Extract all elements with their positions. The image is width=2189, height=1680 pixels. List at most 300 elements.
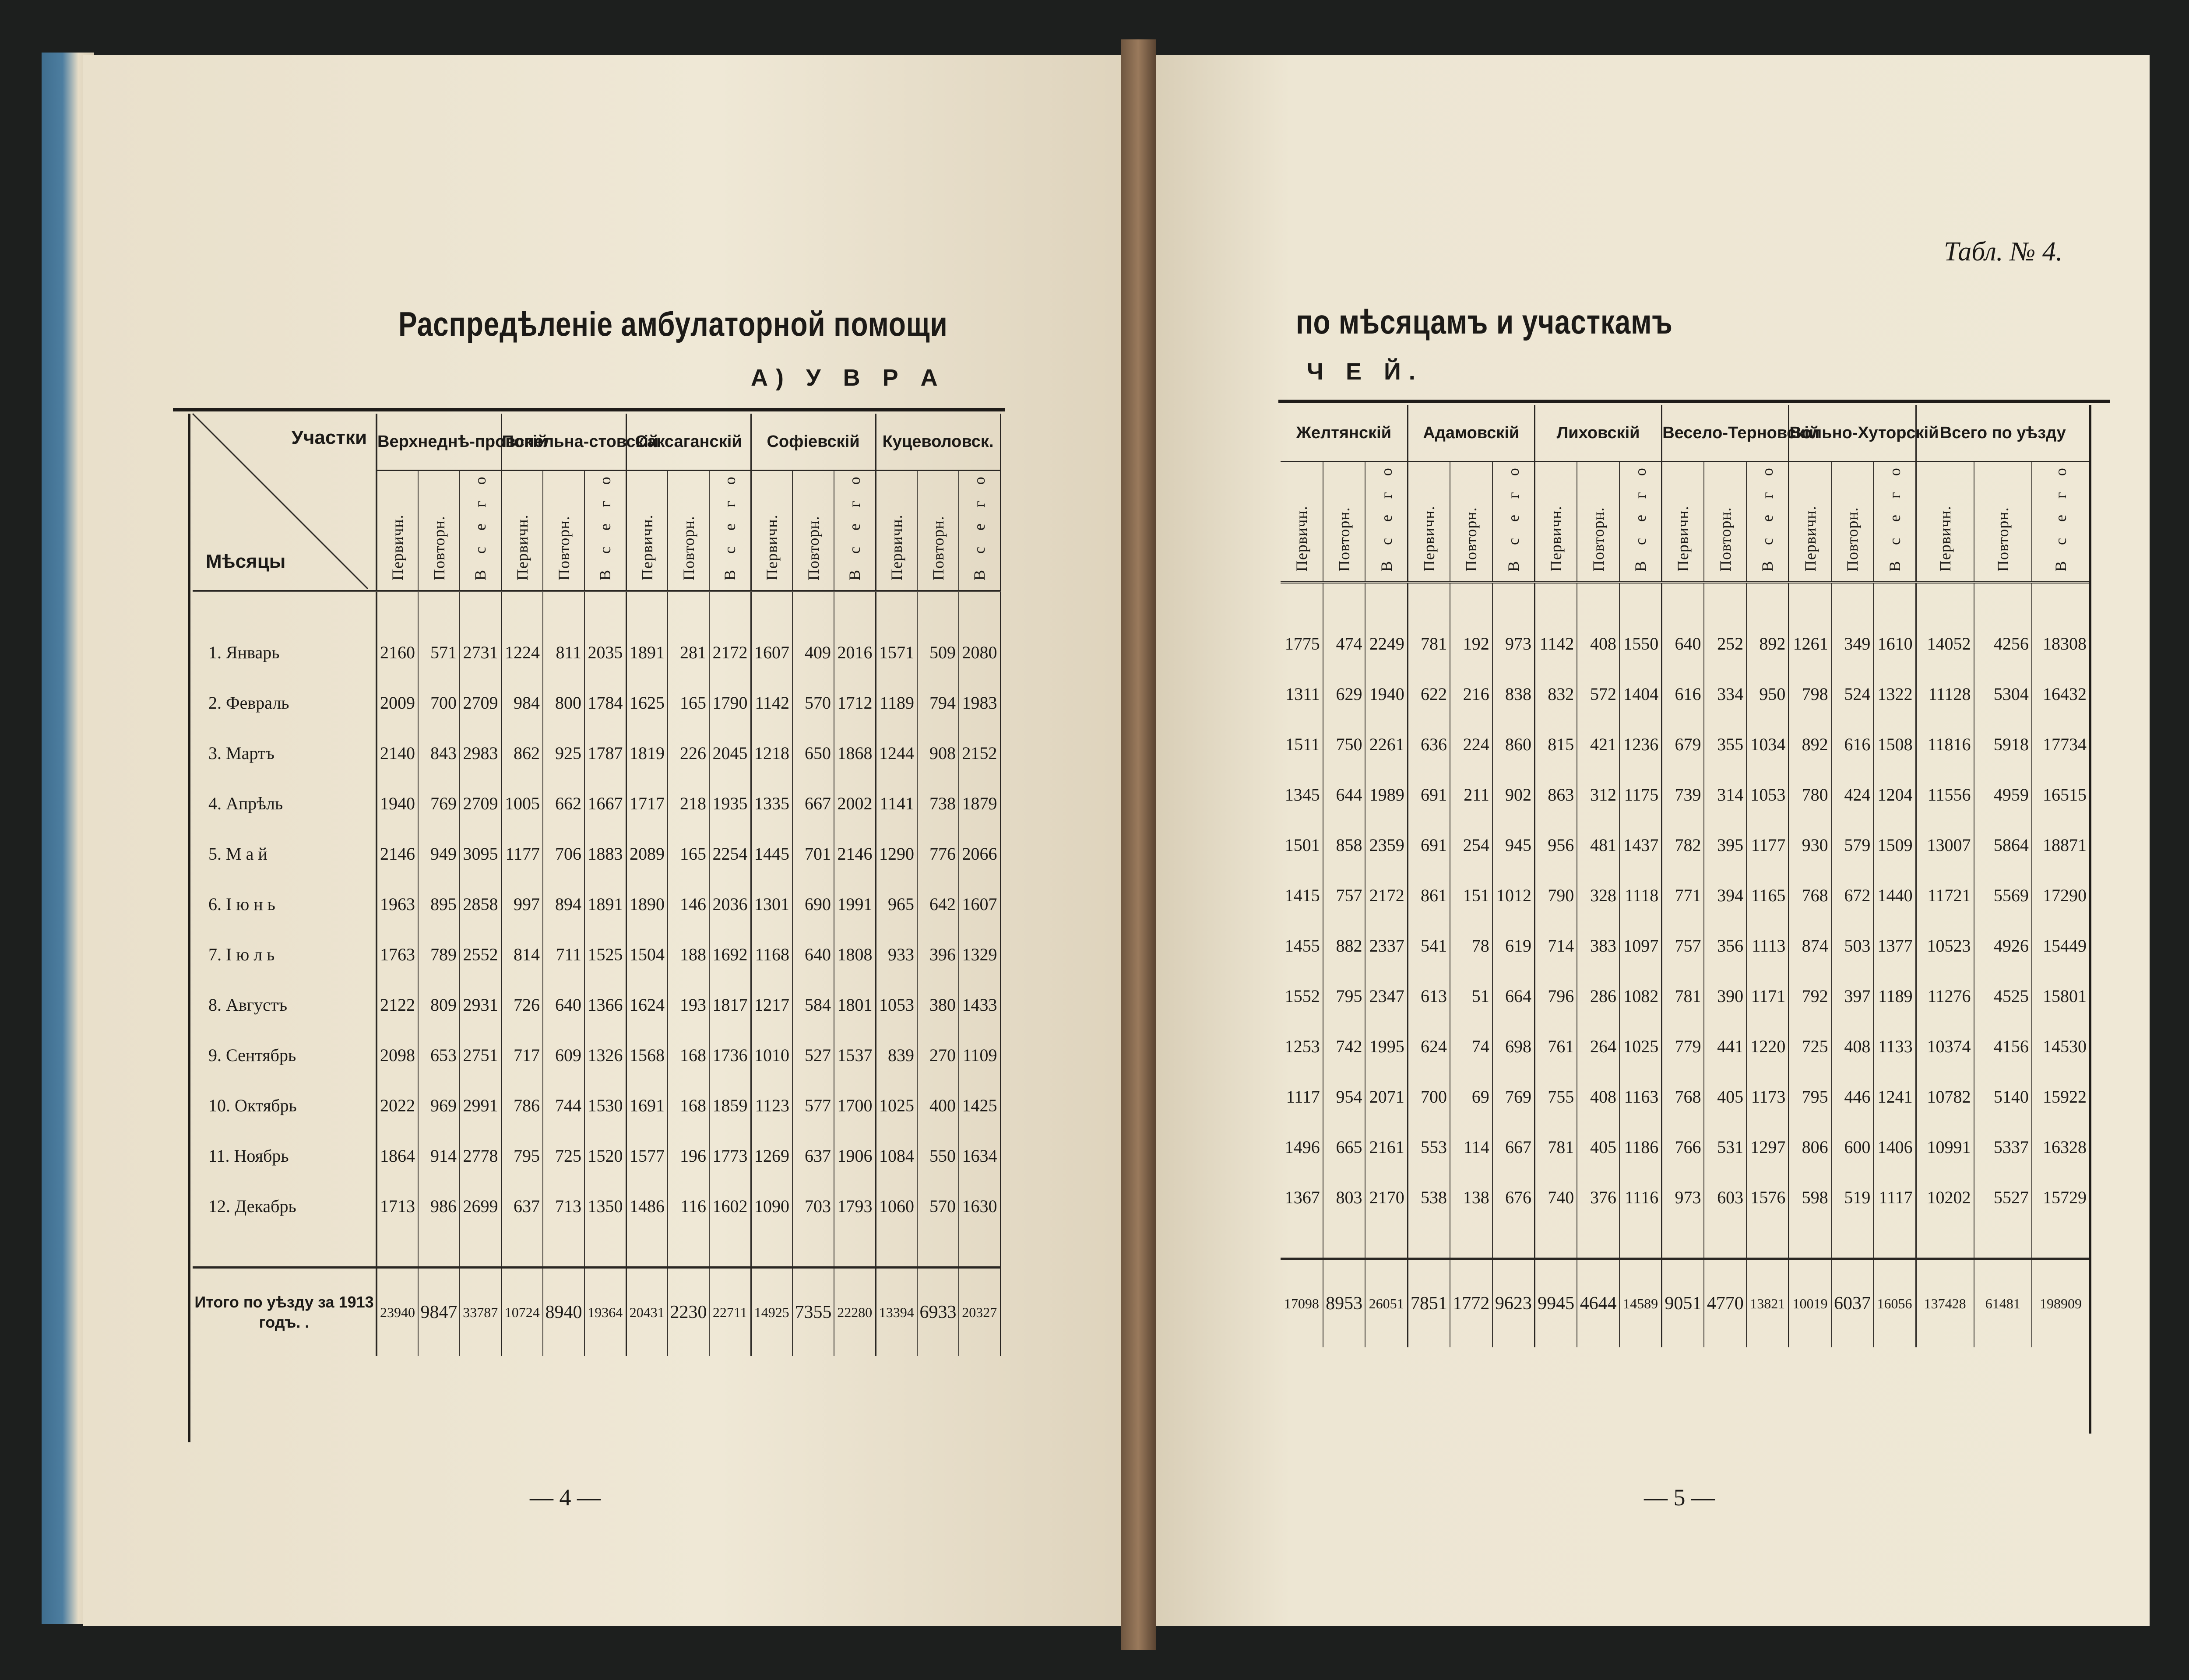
table-cell: 1817: [709, 980, 751, 1030]
table-cell: 806: [1789, 1122, 1831, 1172]
totals-cell: 8953: [1323, 1259, 1365, 1348]
table-cell: 1345: [1281, 770, 1323, 820]
totals-cell: 22711: [709, 1268, 751, 1357]
table-cell: 1329: [959, 929, 1000, 980]
table-cell: 874: [1789, 921, 1831, 971]
table-cell: 642: [917, 879, 959, 929]
table-cell: 168: [668, 1030, 709, 1080]
table-cell: 5337: [1974, 1122, 2032, 1172]
table-cell: 755: [1534, 1072, 1577, 1122]
table-cell: 619: [1492, 921, 1535, 971]
table-cell: 519: [1831, 1172, 1874, 1223]
table-cell: 1301: [751, 879, 792, 929]
table-cell: 2152: [959, 728, 1000, 778]
table-cell: 1712: [834, 678, 876, 728]
spacer-row: [193, 591, 1000, 628]
spacer-row: [1281, 1223, 2090, 1259]
table-cell: 2160: [377, 627, 418, 678]
table-row: [193, 1080, 1000, 1131]
table-cell: 1311: [1281, 669, 1323, 719]
table-cell: 1667: [584, 778, 626, 829]
spacer-cell: [1916, 1223, 1974, 1259]
table-cell: 2022: [377, 1080, 418, 1131]
totals-cell: 19364: [584, 1268, 626, 1357]
table-cell: 1335: [751, 778, 792, 829]
table-cell: 1425: [959, 1080, 1000, 1131]
table-cell: 356: [1704, 921, 1746, 971]
table-cell: 216: [1450, 669, 1492, 719]
spacer-cell: [1408, 1223, 1450, 1259]
totals-cell: 6933: [917, 1268, 959, 1357]
table-cell: 1012: [1492, 870, 1535, 921]
spacer-cell: [1281, 1223, 1323, 1259]
subcolumn-label: Первичн.: [763, 514, 781, 580]
table-cell: 706: [543, 829, 584, 879]
table-cell: 328: [1577, 870, 1619, 921]
table-cell: 908: [917, 728, 959, 778]
table-cell: 570: [917, 1181, 959, 1231]
table-cell: 1322: [1873, 669, 1916, 719]
table-cell: 5569: [1974, 870, 2032, 921]
table-row: [1281, 1072, 2090, 1122]
table-cell: 2249: [1365, 619, 1408, 669]
table-row: [1281, 719, 2090, 770]
spacer-cell: [792, 1231, 834, 1268]
month-label: 4. Апрѣль: [193, 778, 377, 829]
table-cell: 2751: [460, 1030, 501, 1080]
subcolumn-label: Первичн.: [887, 514, 905, 580]
totals-cell: 7851: [1408, 1259, 1450, 1348]
table-cell: 1879: [959, 778, 1000, 829]
spacer-cell: [876, 591, 917, 628]
table-cell: 1133: [1873, 1021, 1916, 1072]
spacer-cell: [1916, 583, 1974, 619]
table-cell: 572: [1577, 669, 1619, 719]
table-cell: 667: [1492, 1122, 1535, 1172]
table-cell: 1189: [876, 678, 917, 728]
table-cell: 1607: [959, 879, 1000, 929]
table-cell: 676: [1492, 1172, 1535, 1223]
table-cell: 405: [1577, 1122, 1619, 1172]
subcolumn-label: В с е г о: [472, 471, 489, 580]
table-cell: 14530: [2032, 1021, 2090, 1072]
table-row: [1281, 870, 2090, 921]
spacer-cell: [543, 1231, 584, 1268]
table-row: [193, 728, 1000, 778]
subcolumn-header: [501, 471, 543, 591]
table-cell: 10202: [1916, 1172, 1974, 1223]
table-cell: 1610: [1873, 619, 1916, 669]
table-cell: 1864: [377, 1131, 418, 1181]
table-cell: 1576: [1746, 1172, 1789, 1223]
table-cell: 1142: [751, 678, 792, 728]
table-row: [193, 929, 1000, 980]
right-page-subhead: Ч Е Й.: [1307, 358, 1423, 385]
table-cell: 2080: [959, 627, 1000, 678]
table-cell: 10523: [1916, 921, 1974, 971]
table-cell: 196: [668, 1131, 709, 1181]
table-cell: 1713: [377, 1181, 418, 1231]
table-cell: 1141: [876, 778, 917, 829]
table-cell: 11276: [1916, 971, 1974, 1021]
table-row: [1281, 1172, 2090, 1223]
table-cell: 538: [1408, 1172, 1450, 1223]
spacer-cell: [2032, 1223, 2090, 1259]
table-cell: 254: [1450, 820, 1492, 870]
table-cell: 779: [1662, 1021, 1704, 1072]
subcolumn-header: [917, 471, 959, 591]
table-cell: 776: [917, 829, 959, 879]
table-cell: 637: [792, 1131, 834, 1181]
table-cell: 1634: [959, 1131, 1000, 1181]
totals-cell: 17098: [1281, 1259, 1323, 1348]
subcolumn-header-row: [1281, 462, 2090, 583]
table-cell: 3095: [460, 829, 501, 879]
table-cell: 15922: [2032, 1072, 2090, 1122]
right-data-table: [1281, 405, 2090, 1347]
table-cell: 997: [501, 879, 543, 929]
table-cell: 894: [543, 879, 584, 929]
table-cell: 1053: [876, 980, 917, 1030]
table-cell: 74: [1450, 1021, 1492, 1072]
table-cell: 616: [1662, 669, 1704, 719]
subcolumn-label: Первичн.: [1420, 506, 1438, 572]
table-cell: 18308: [2032, 619, 2090, 669]
table-cell: 383: [1577, 921, 1619, 971]
table-cell: 78: [1450, 921, 1492, 971]
table-cell: 761: [1534, 1021, 1577, 1072]
table-row: [1281, 1122, 2090, 1172]
table-cell: 1550: [1619, 619, 1662, 669]
subcolumn-header: [792, 471, 834, 591]
table-cell: 1090: [751, 1181, 792, 1231]
table-cell: 1501: [1281, 820, 1323, 870]
table-cell: 714: [1534, 921, 1577, 971]
table-cell: 738: [917, 778, 959, 829]
totals-cell: 9945: [1534, 1259, 1577, 1348]
district-header: Саксаганскій: [626, 414, 751, 471]
table-cell: 2261: [1365, 719, 1408, 770]
table-cell: 1440: [1873, 870, 1916, 921]
table-cell: 640: [792, 929, 834, 980]
totals-label: Итого по уѣзду за 1913 годъ. .: [193, 1268, 377, 1357]
table-cell: 1995: [1365, 1021, 1408, 1072]
table-cell: 725: [543, 1131, 584, 1181]
table-cell: 781: [1662, 971, 1704, 1021]
table-cell: 5304: [1974, 669, 2032, 719]
spacer-cell: [792, 591, 834, 628]
table-cell: 781: [1408, 619, 1450, 669]
spacer-cell: [1281, 583, 1323, 619]
table-cell: 11721: [1916, 870, 1974, 921]
table-cell: 1218: [751, 728, 792, 778]
table-cell: 1607: [751, 627, 792, 678]
table-cell: 636: [1408, 719, 1450, 770]
table-cell: 769: [1492, 1072, 1535, 1122]
table-cell: 800: [543, 678, 584, 728]
table-cell: 396: [917, 929, 959, 980]
table-cell: 1520: [584, 1131, 626, 1181]
table-cell: 1366: [584, 980, 626, 1030]
table-row: [193, 829, 1000, 879]
table-cell: 226: [668, 728, 709, 778]
subcolumn-label: Повторн.: [1462, 507, 1480, 572]
table-cell: 1113: [1746, 921, 1789, 971]
table-cell: 571: [418, 627, 460, 678]
table-cell: 1906: [834, 1131, 876, 1181]
subcolumn-header: [1323, 462, 1365, 583]
table-cell: 1117: [1873, 1172, 1916, 1223]
spacer-cell: [1619, 583, 1662, 619]
table-cell: 17290: [2032, 870, 2090, 921]
table-cell: 895: [418, 879, 460, 929]
table-cell: 15449: [2032, 921, 2090, 971]
table-cell: 945: [1492, 820, 1535, 870]
district-header-row: [193, 414, 1000, 471]
table-cell: 860: [1492, 719, 1535, 770]
spacer-cell: [584, 1231, 626, 1268]
table-cell: 1630: [959, 1181, 1000, 1231]
table-cell: 1326: [584, 1030, 626, 1080]
table-cell: 1692: [709, 929, 751, 980]
spacer-cell: [1831, 583, 1874, 619]
table-cell: 1189: [1873, 971, 1916, 1021]
totals-cell: 33787: [460, 1268, 501, 1357]
table-cell: 1602: [709, 1181, 751, 1231]
spacer-cell: [193, 591, 377, 628]
table-cell: 165: [668, 829, 709, 879]
table-cell: 1509: [1873, 820, 1916, 870]
table-cell: 925: [543, 728, 584, 778]
table-cell: 446: [1831, 1072, 1874, 1122]
totals-cell: 10724: [501, 1268, 543, 1357]
table-cell: 192: [1450, 619, 1492, 669]
table-cell: 902: [1492, 770, 1535, 820]
table-cell: 168: [668, 1080, 709, 1131]
table-cell: 5918: [1974, 719, 2032, 770]
table-cell: 2254: [709, 829, 751, 879]
table-cell: 814: [501, 929, 543, 980]
table-cell: 2009: [377, 678, 418, 728]
table-cell: 1859: [709, 1080, 751, 1131]
subcolumn-header: [1831, 462, 1874, 583]
subcolumn-header: [751, 471, 792, 591]
table-cell: 1890: [626, 879, 668, 929]
table-cell: 408: [1577, 619, 1619, 669]
table-cell: 270: [917, 1030, 959, 1080]
spacer-cell: [460, 1231, 501, 1268]
corner-label-months: Мѣсяцы: [206, 551, 286, 572]
table-cell: 51: [1450, 971, 1492, 1021]
table-cell: 2552: [460, 929, 501, 980]
table-cell: 312: [1577, 770, 1619, 820]
spacer-cell: [1873, 1223, 1916, 1259]
table-cell: 624: [1408, 1021, 1450, 1072]
table-cell: 1165: [1746, 870, 1789, 921]
table-cell: 1891: [626, 627, 668, 678]
subcolumn-label: Повторн.: [1844, 507, 1861, 572]
month-label: 2. Февраль: [193, 678, 377, 728]
table-cell: 930: [1789, 820, 1831, 870]
table-cell: 701: [792, 829, 834, 879]
table-cell: 349: [1831, 619, 1874, 669]
subcolumn-label: Повторн.: [1589, 507, 1607, 572]
table-cell: 1989: [1365, 770, 1408, 820]
spacer-cell: [1534, 1223, 1577, 1259]
table-cell: 795: [1789, 1072, 1831, 1122]
table-cell: 843: [418, 728, 460, 778]
totals-cell: 20327: [959, 1268, 1000, 1357]
month-label: 12. Декабрь: [193, 1181, 377, 1231]
table-row: [1281, 619, 2090, 669]
subcolumn-label: Первичн.: [1801, 506, 1819, 572]
table-cell: 795: [1323, 971, 1365, 1021]
subcolumn-label: В с е г о: [1632, 462, 1650, 572]
table-cell: 1177: [1746, 820, 1789, 870]
table-cell: 789: [418, 929, 460, 980]
table-cell: 786: [501, 1080, 543, 1131]
totals-cell: 10019: [1789, 1259, 1831, 1348]
spacer-cell: [668, 591, 709, 628]
table-row: [193, 678, 1000, 728]
table-cell: 1983: [959, 678, 1000, 728]
spacer-cell: [917, 1231, 959, 1268]
month-label: 6. І ю н ь: [193, 879, 377, 929]
table-cell: 809: [418, 980, 460, 1030]
table-cell: 11128: [1916, 669, 1974, 719]
table-cell: 1508: [1873, 719, 1916, 770]
spacer-cell: [1450, 583, 1492, 619]
table-cell: 744: [543, 1080, 584, 1131]
table-cell: 742: [1323, 1021, 1365, 1072]
table-cell: 862: [501, 728, 543, 778]
table-row: [1281, 971, 2090, 1021]
table-cell: 4156: [1974, 1021, 2032, 1072]
subcolumn-label: Первичн.: [513, 514, 531, 580]
table-cell: 4926: [1974, 921, 2032, 971]
spacer-cell: [959, 591, 1000, 628]
table-cell: 600: [1831, 1122, 1874, 1172]
table-cell: 1142: [1534, 619, 1577, 669]
table-cell: 15729: [2032, 1172, 2090, 1223]
table-row: [193, 980, 1000, 1030]
right-page-title: по мѣсяцамъ и участкамъ: [1296, 302, 1673, 341]
month-label: 1. Январь: [193, 627, 377, 678]
table-cell: 644: [1323, 770, 1365, 820]
table-cell: 1717: [626, 778, 668, 829]
table-cell: 1123: [751, 1080, 792, 1131]
subcolumn-header: [377, 471, 418, 591]
table-cell: 2731: [460, 627, 501, 678]
table-cell: 700: [1408, 1072, 1450, 1122]
table-cell: 2161: [1365, 1122, 1408, 1172]
table-cell: 1241: [1873, 1072, 1916, 1122]
subcolumn-label: В с е г о: [1886, 462, 1904, 572]
table-cell: 1377: [1873, 921, 1916, 971]
table-cell: 973: [1492, 619, 1535, 669]
table-cell: 397: [1831, 971, 1874, 1021]
table-cell: 1118: [1619, 870, 1662, 921]
district-header: Весело-Терновскій: [1662, 405, 1789, 462]
table-cell: 1511: [1281, 719, 1323, 770]
subcolumn-label: В с е г о: [1377, 462, 1395, 572]
table-cell: 1940: [377, 778, 418, 829]
table-cell: 5527: [1974, 1172, 2032, 1223]
spacer-cell: [1365, 583, 1408, 619]
table-cell: 550: [917, 1131, 959, 1181]
table-cell: 408: [1577, 1072, 1619, 1122]
totals-cell: 13821: [1746, 1259, 1789, 1348]
subcolumn-label: В с е г о: [1504, 462, 1522, 572]
subcolumn-label: Повторн.: [1994, 507, 2012, 572]
table-cell: 698: [1492, 1021, 1535, 1072]
table-cell: 1171: [1746, 971, 1789, 1021]
table-cell: 584: [792, 980, 834, 1030]
table-cell: 803: [1323, 1172, 1365, 1223]
table-cell: 1486: [626, 1181, 668, 1231]
table-cell: 4256: [1974, 619, 2032, 669]
spacer-cell: [1789, 1223, 1831, 1259]
spacer-cell: [501, 591, 543, 628]
totals-cell: 14589: [1619, 1259, 1662, 1348]
table-cell: 531: [1704, 1122, 1746, 1172]
table-cell: 839: [876, 1030, 917, 1080]
table-cell: 954: [1323, 1072, 1365, 1122]
table-cell: 1787: [584, 728, 626, 778]
table-cell: 1177: [501, 829, 543, 879]
table-cell: 11556: [1916, 770, 1974, 820]
table-cell: 390: [1704, 971, 1746, 1021]
table-cell: 1700: [834, 1080, 876, 1131]
table-cell: 188: [668, 929, 709, 980]
totals-row: [1281, 1259, 2090, 1348]
table-cell: 1010: [751, 1030, 792, 1080]
table-cell: 1168: [751, 929, 792, 980]
table-cell: 609: [543, 1030, 584, 1080]
spacer-cell: [1577, 583, 1619, 619]
table-cell: 1940: [1365, 669, 1408, 719]
subcolumn-label: В с е г о: [721, 471, 739, 580]
table-cell: 4525: [1974, 971, 2032, 1021]
table-cell: 1186: [1619, 1122, 1662, 1172]
left-frame-rule: [188, 414, 190, 1442]
table-number: Табл. № 4.: [1944, 237, 2063, 267]
table-cell: 400: [917, 1080, 959, 1131]
table-cell: 2066: [959, 829, 1000, 879]
table-row: [193, 1131, 1000, 1181]
table-cell: 1552: [1281, 971, 1323, 1021]
table-cell: 2122: [377, 980, 418, 1030]
table-cell: 2002: [834, 778, 876, 829]
table-cell: 1224: [501, 627, 543, 678]
table-cell: 2347: [1365, 971, 1408, 1021]
table-cell: 1220: [1746, 1021, 1789, 1072]
spacer-row: [1281, 583, 2090, 619]
table-cell: 2036: [709, 879, 751, 929]
table-cell: 815: [1534, 719, 1577, 770]
subcolumn-label: В с е г о: [596, 471, 614, 580]
table-cell: 672: [1831, 870, 1874, 921]
district-header: Лиховскій: [1534, 405, 1661, 462]
spacer-cell: [1534, 583, 1577, 619]
table-cell: 380: [917, 980, 959, 1030]
table-cell: 1261: [1789, 619, 1831, 669]
table-cell: 5864: [1974, 820, 2032, 870]
subcolumn-header: [1974, 462, 2032, 583]
table-cell: 640: [543, 980, 584, 1030]
table-cell: 1883: [584, 829, 626, 879]
subcolumn-header: [584, 471, 626, 591]
